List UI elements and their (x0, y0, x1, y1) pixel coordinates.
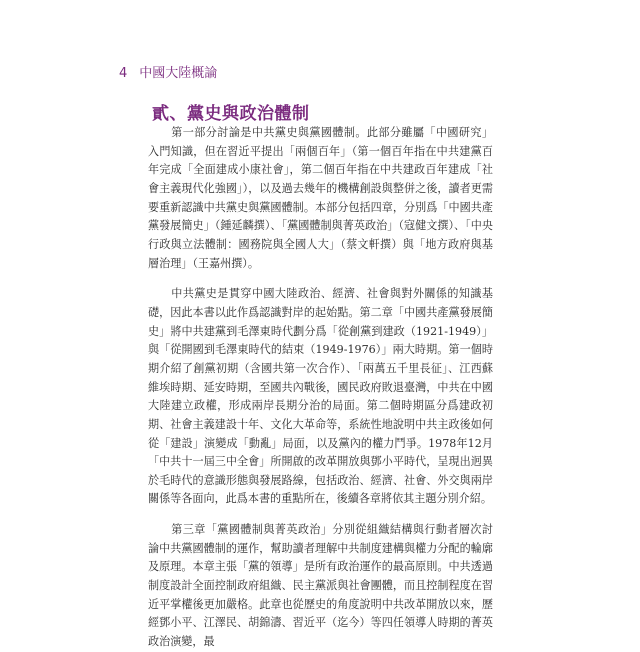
section-heading: 貳、黨史與政治體制 (152, 104, 310, 124)
book-title: 中國大陸概論 (139, 66, 218, 81)
page-number: 4 (119, 66, 128, 81)
paragraph-gap (148, 273, 493, 285)
paragraph-2: 中共黨史是貫穿中國大陸政治、經濟、社會與對外關係的知識基礎，因此本書以此作爲認識對岸的起始點。第二章「中國共產黨發展簡史」將中共建黨到毛澤東時代劃分爲「從創黨到建政（1921-1949）」與「從開國到毛澤東時代的結束（1949-1976）」兩大時期。第一個時期介紹了創黨初期（含國共第一次合作）、「兩萬五千里長征」、江西蘇維埃時期、延安時期，至國共內戰後，國民政府敗退臺灣，中共在中國大陸建立政權，形成兩岸長期分治的局面。第二個時期區分爲建政初期、社會主義建設十年、文化大革命等，系統性地說明中共主政後如何從「建設」演變成「動亂」局面，以及黨內的權力鬥爭。1978年12月「中共十一屆三中全會」所開啟的改革開放與鄧小平時代，呈現出迥異於毛時代的意識形態與發展路線，包括政治、經濟、社會、外交與兩岸關係等各面向，此爲本書的重點所在，後續各章將依其主題分別介紹。 (148, 287, 493, 506)
paragraph-1: 第一部分討論是中共黨史與黨國體制。此部分雖屬「中國研究」入門知識，但在習近平提出「兩個百年」（第一個百年指在中共建黨百年完成「全面建成小康社會」，第二個百年指在中共建政百年建成「社會主義現代化強國」），以及過去幾年的機構創設與整併之後，讀者更需要重新認識中共黨史與黨國體制。本部分包括四章，分別爲「中國共產黨發展簡史」（鍾延麟撰）、「黨國體制與菁英政治」（寇健文撰）、「中央行政與立法體制：國務院與全國人大」（蔡文軒撰）與「地方政府與基層治理」（王嘉州撰）。 (148, 126, 493, 270)
body-text (148, 124, 493, 652)
paragraph-3: 第三章「黨國體制與菁英政治」分別從組織結構與行動者層次討論中共黨國體制的運作，幫助讀者理解中共制度建構與權力分配的輪廓及原理。本章主張「黨的領導」是所有政治運作的最高原則。中共透過制度設計全面控制政府組織、民主黨派與社會團體，而且控制程度在習近平掌權後更加嚴格。此章也從歷史的角度說明中共改革開放以來，歷經鄧小平、江澤民、胡錦濤、習近平（迄今）等四任領導人時期的菁英政治演變，最 (148, 523, 493, 649)
running-header (119, 62, 217, 81)
paragraph-gap (148, 509, 493, 521)
